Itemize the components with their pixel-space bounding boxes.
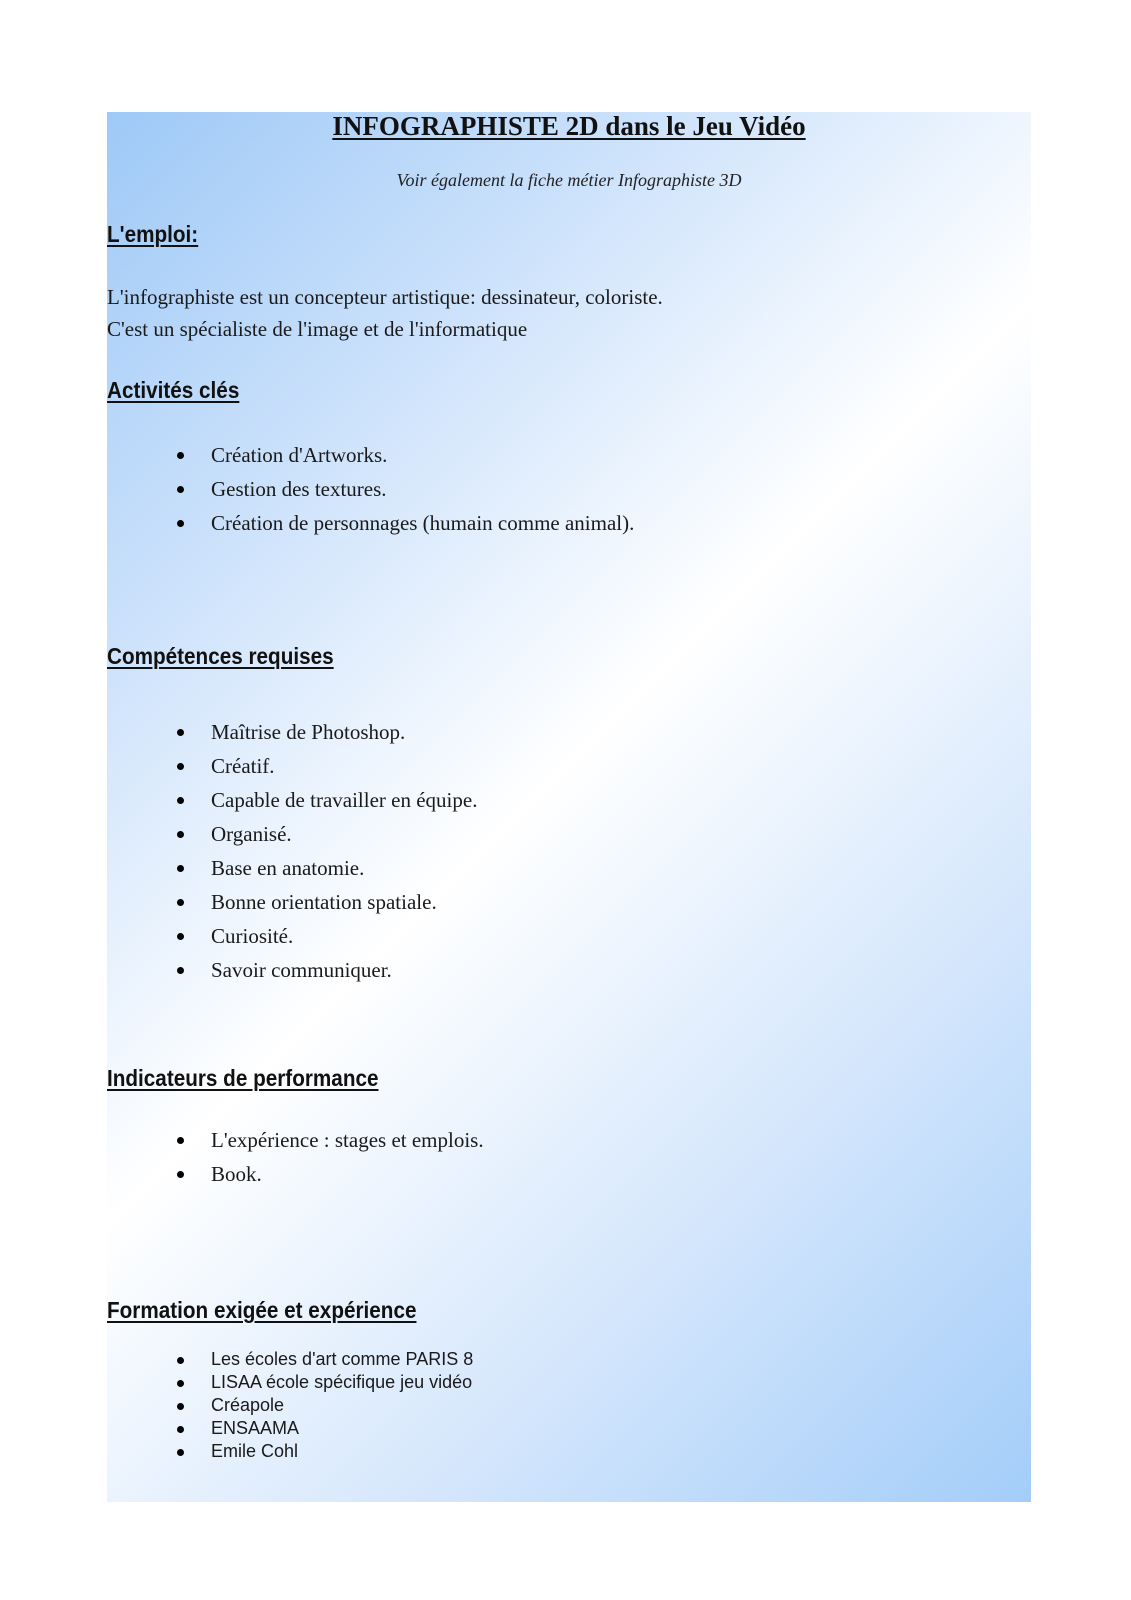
list-item: Base en anatomie.: [107, 851, 477, 885]
list-item: ENSAAMA: [107, 1417, 473, 1440]
emploi-line-1: L'infographiste est un concepteur artistique: dessinateur, coloriste.: [107, 285, 663, 309]
list-item: Création d'Artworks.: [107, 438, 634, 472]
emploi-line-2: C'est un spécialiste de l'image et de l'informatique: [107, 317, 528, 341]
document-title: INFOGRAPHISTE 2D dans le Jeu Vidéo: [332, 111, 806, 141]
list-item: Maîtrise de Photoshop.: [107, 715, 477, 749]
list-item: Créatif.: [107, 749, 477, 783]
section-heading-competences: Compétences requises: [107, 643, 334, 669]
list-item: Création de personnages (humain comme animal).: [107, 506, 634, 540]
section-heading-emploi: L'emploi:: [107, 221, 199, 247]
list-item: LISAA école spécifique jeu vidéo: [107, 1371, 473, 1394]
list-item: L'expérience : stages et emplois.: [107, 1123, 484, 1157]
section-heading-formation: Formation exigée et expérience: [107, 1297, 417, 1323]
section-heading-activites: Activités clés: [107, 377, 240, 403]
document-page: [107, 112, 1031, 1502]
list-item: Curiosité.: [107, 919, 477, 953]
indicateurs-list: [107, 1123, 484, 1191]
list-item: Créapole: [107, 1394, 473, 1417]
list-item: Emile Cohl: [107, 1440, 473, 1463]
list-item: Gestion des textures.: [107, 472, 634, 506]
activites-list: [107, 438, 634, 540]
list-item: Bonne orientation spatiale.: [107, 885, 477, 919]
formation-list: [107, 1348, 473, 1463]
list-item: Savoir communiquer.: [107, 953, 477, 987]
list-item: Les écoles d'art comme PARIS 8: [107, 1348, 473, 1371]
list-item: Organisé.: [107, 817, 477, 851]
list-item: Capable de travailler en équipe.: [107, 783, 477, 817]
competences-list: [107, 715, 477, 987]
document-subtitle: Voir également la fiche métier Infographiste 3D: [396, 170, 742, 190]
section-heading-indicateurs: Indicateurs de performance: [107, 1065, 379, 1091]
list-item: Book.: [107, 1157, 484, 1191]
emploi-paragraph: [107, 281, 663, 345]
